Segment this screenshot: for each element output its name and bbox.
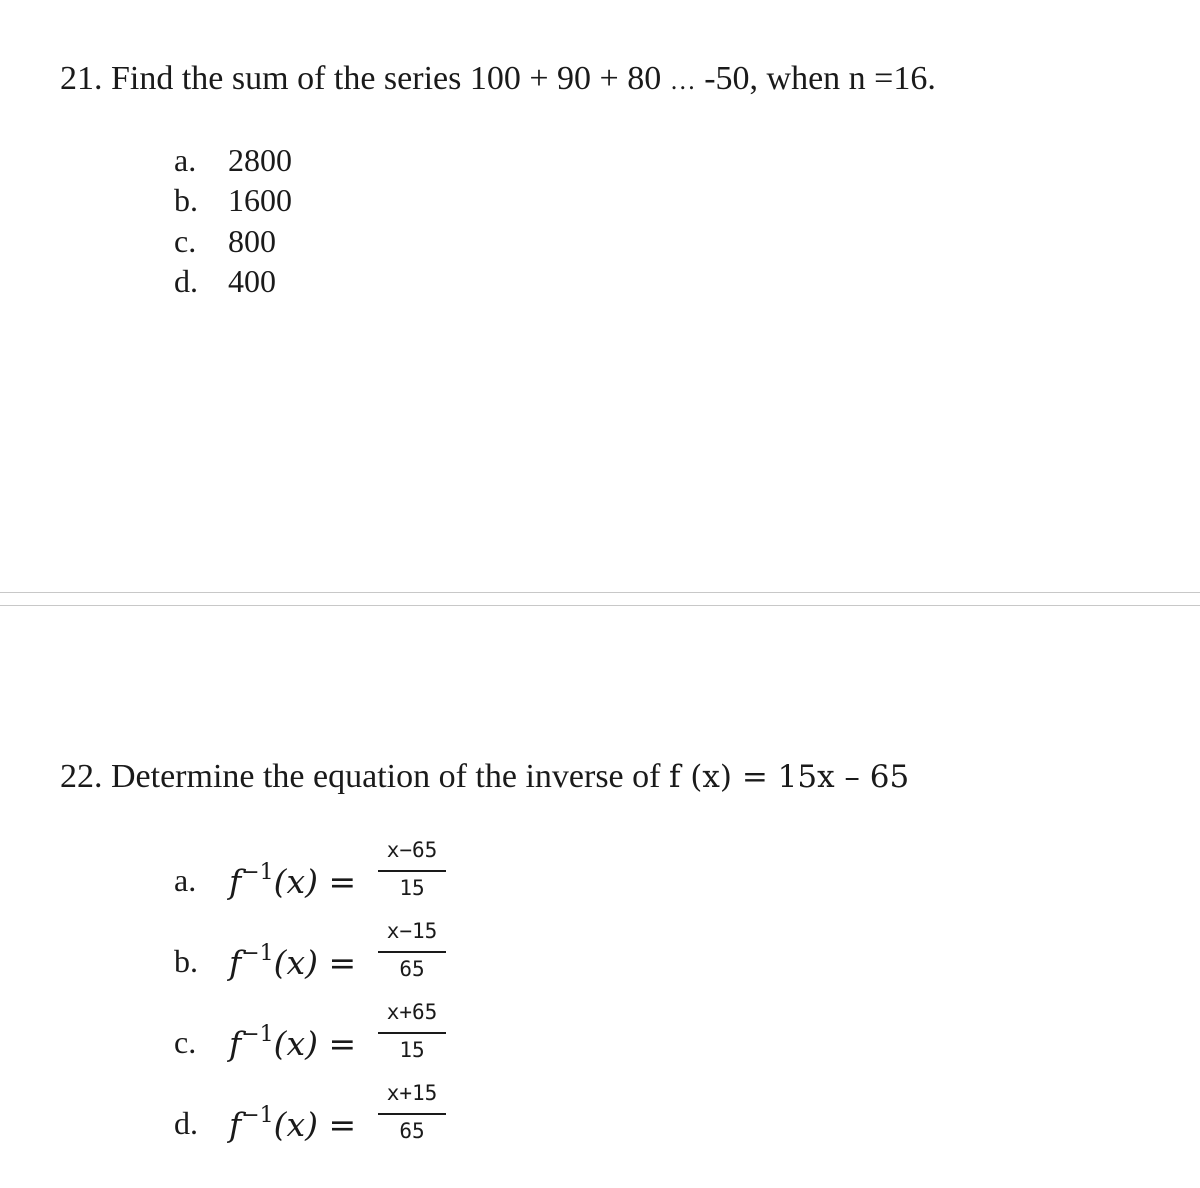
inverse-function-lhs	[229, 1022, 357, 1063]
fraction-denominator: 65	[399, 1119, 425, 1143]
question-22-prefix: 22. Determine the equation of the inverse of	[60, 758, 669, 795]
question-22-text	[60, 760, 909, 794]
fraction	[378, 840, 446, 899]
option-letter: a.	[174, 862, 197, 898]
function-symbol: f	[229, 862, 242, 901]
fraction-denominator: 15	[399, 876, 425, 900]
option-value: 2800	[228, 142, 292, 178]
function-symbol: f	[229, 943, 242, 982]
fraction-denominator: 65	[399, 957, 425, 981]
fraction-bar	[378, 951, 446, 953]
option-letter: a.	[174, 142, 197, 178]
option-letter: d.	[174, 1105, 198, 1141]
question-21-option-d	[174, 265, 276, 297]
function-symbol: f	[229, 1105, 242, 1144]
fraction	[378, 1002, 446, 1061]
option-letter: d.	[174, 263, 198, 299]
inverse-function-lhs	[229, 941, 357, 982]
fraction-numerator: x−15	[386, 919, 438, 943]
inverse-exponent: −1	[241, 860, 274, 885]
question-21-prefix: 21. Find the sum of the series 100 + 90 + 80	[60, 60, 670, 97]
inverse-function-lhs	[229, 860, 357, 901]
option-value: 800	[228, 223, 276, 259]
option-letter: b.	[174, 943, 198, 979]
function-argument: (x) =	[273, 943, 357, 982]
question-21-option-c	[174, 225, 276, 257]
fraction-bar	[378, 1113, 446, 1115]
fraction-numerator: x+15	[386, 1081, 438, 1105]
inverse-exponent: −1	[241, 1022, 274, 1047]
option-value: 1600	[228, 182, 292, 218]
question-21-option-a	[174, 144, 292, 176]
section-divider-top	[0, 592, 1200, 593]
fraction-bar	[378, 1032, 446, 1034]
option-value: 400	[228, 263, 276, 299]
inverse-exponent: −1	[241, 1103, 274, 1128]
option-letter: c.	[174, 223, 197, 259]
function-argument: (x) =	[273, 862, 357, 901]
question-21-ellipsis: …	[669, 66, 696, 95]
fraction-denominator: 15	[399, 1038, 425, 1062]
section-divider-bottom	[0, 605, 1200, 606]
fraction	[378, 921, 446, 980]
option-letter: b.	[174, 182, 198, 218]
fraction-bar	[378, 870, 446, 872]
function-symbol: f	[229, 1024, 242, 1063]
question-21-suffix: -50, when n =16.	[695, 60, 936, 97]
fraction	[378, 1083, 446, 1142]
inverse-exponent: −1	[241, 941, 274, 966]
inverse-function-lhs	[229, 1103, 357, 1144]
question-22-function: f (x) = 15x – 65	[668, 759, 910, 795]
function-argument: (x) =	[273, 1105, 357, 1144]
question-21-text	[60, 62, 936, 96]
function-argument: (x) =	[273, 1024, 357, 1063]
question-21-option-b	[174, 184, 292, 216]
fraction-numerator: x+65	[386, 1000, 438, 1024]
fraction-numerator: x−65	[386, 838, 438, 862]
option-letter: c.	[174, 1024, 197, 1060]
